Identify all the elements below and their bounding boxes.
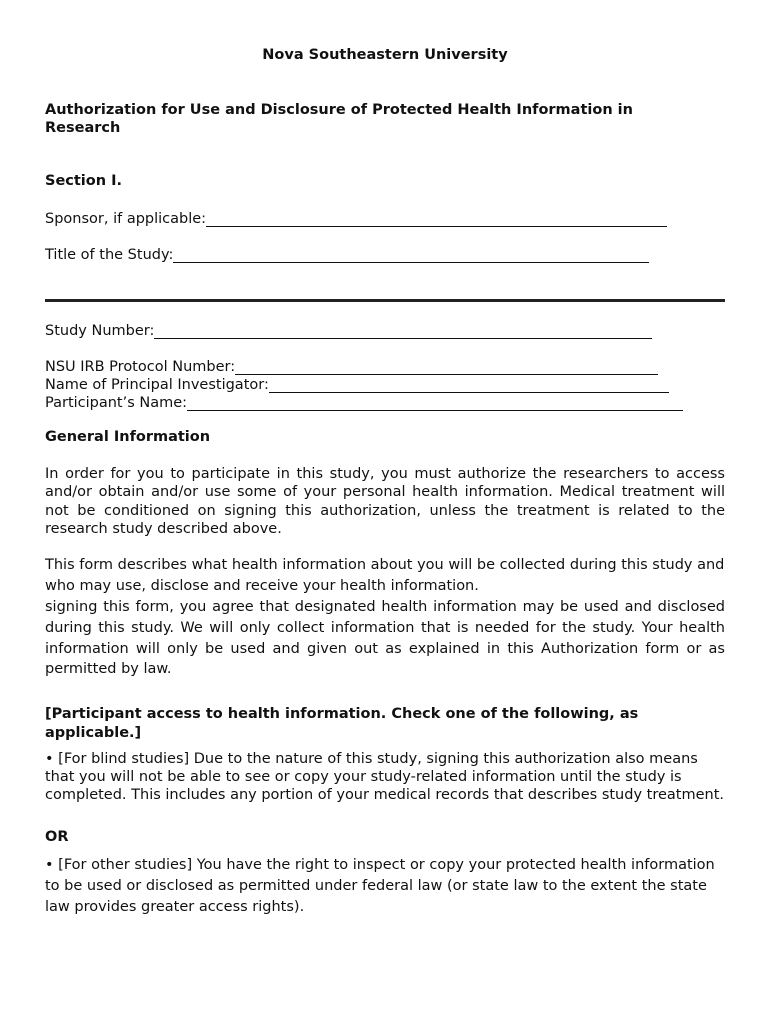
general-paragraph-2: This form describes what health information about you will be collected during this study and who may use, disclose and receive your health information.	[45, 557, 725, 594]
section-divider	[45, 299, 725, 302]
sponsor-input-line[interactable]	[206, 211, 667, 227]
pi-name-field[interactable]	[45, 376, 669, 394]
irb-protocol-input-line[interactable]	[235, 359, 658, 375]
irb-protocol-field[interactable]	[45, 358, 658, 376]
study-number-label: Study Number:	[45, 323, 155, 339]
pi-name-input-line[interactable]	[269, 377, 669, 393]
irb-protocol-label: NSU IRB Protocol Number:	[45, 359, 236, 375]
study-title-label: Title of the Study:	[45, 247, 174, 263]
blind-studies-option[interactable]	[45, 750, 725, 805]
study-number-input-line[interactable]	[154, 323, 652, 339]
general-information-heading: General Information	[45, 429, 211, 445]
study-title-input-line[interactable]	[173, 247, 649, 263]
university-name: Nova Southeastern University	[262, 47, 508, 63]
other-studies-option[interactable]	[45, 855, 725, 917]
document-title: Authorization for Use and Disclosure of Protected Health Information in Research	[45, 102, 633, 136]
participant-name-label: Participant’s Name:	[45, 395, 188, 411]
sponsor-label: Sponsor, if applicable:	[45, 211, 207, 227]
participant-name-field[interactable]	[45, 394, 683, 412]
bullet-icon: •	[45, 751, 54, 767]
general-paragraph-3: signing this form, you agree that designated health information may be used and disclosed during this study. We will only collect information that is needed for the study. Your health information will only be used and given out as explained in this Authorization form or as permitted by law.	[45, 599, 725, 678]
study-number-field[interactable]	[45, 322, 652, 340]
section-heading: Section I.	[45, 173, 123, 189]
pi-name-label: Name of Principal Investigator:	[45, 377, 269, 393]
other-studies-text: [For other studies] You have the right to inspect or copy your protected health information to be used or disclosed as permitted under federal law (or state law to the extent the state law provides greater access rights).	[45, 857, 715, 915]
blind-studies-text: [For blind studies] Due to the nature of this study, signing this authorization also means that you will not be able to see or copy your study-related information until the study is completed. This includes any portion of your medical records that describes study treatment.	[45, 751, 724, 804]
access-heading: [Participant access to health information. Check one of the following, as applicable.]	[45, 706, 639, 741]
or-separator: OR	[45, 829, 69, 845]
general-paragraph-1: In order for you to participate in this study, you must authorize the researchers to access and/or obtain and/or use some of your personal health information. Medical treatment will not be conditioned on signing this authorization, unless the treatment is related to the research study described above.	[45, 466, 725, 537]
study-title-field[interactable]	[45, 246, 649, 264]
bullet-icon: •	[45, 857, 54, 873]
participant-name-input-line[interactable]	[187, 395, 683, 411]
sponsor-field[interactable]	[45, 210, 667, 228]
